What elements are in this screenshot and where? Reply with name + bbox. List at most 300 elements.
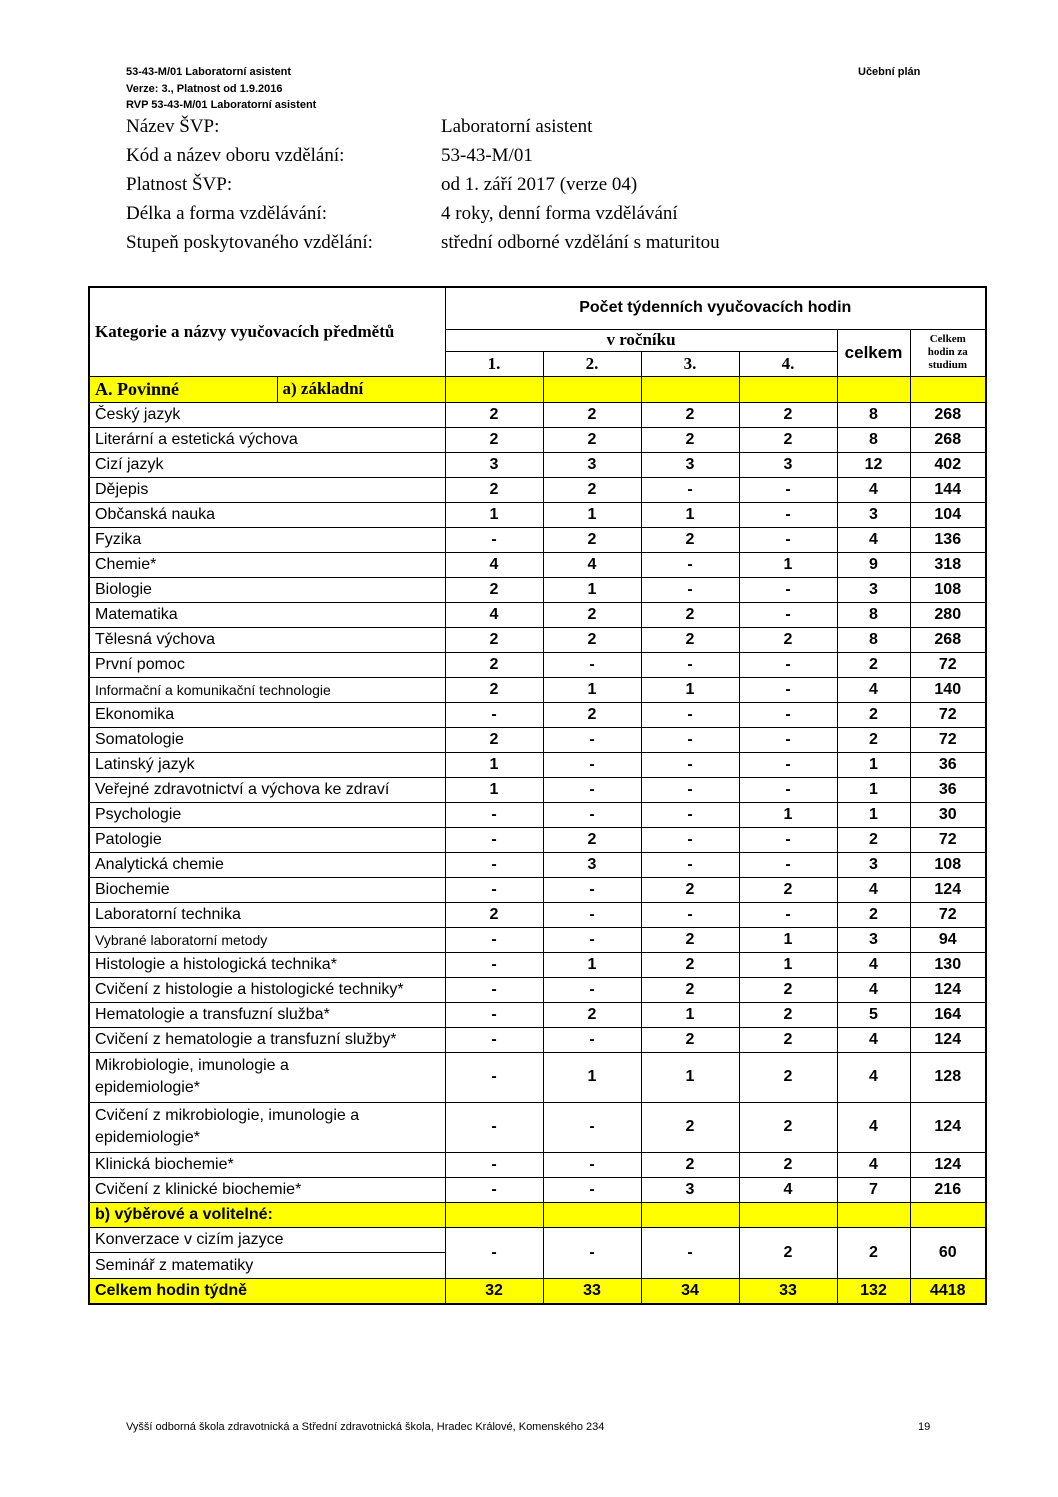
hours-year-3: 2 <box>641 952 739 977</box>
hours-year-4: 2 <box>739 1227 837 1278</box>
hours-study-total: 124 <box>910 1102 986 1152</box>
hours-year-2: 2 <box>543 402 641 427</box>
table-row <box>89 1152 986 1177</box>
subject-name: Fyzika <box>89 527 445 552</box>
total-label: Celkem hodin týdně <box>89 1278 445 1304</box>
subject-name: Chemie* <box>89 552 445 577</box>
hours-year-3: - <box>641 1227 739 1278</box>
hours-year-1: 32 <box>445 1278 543 1304</box>
hours-year-3: - <box>641 802 739 827</box>
subject-name: Literární a estetická výchova <box>89 427 445 452</box>
hours-study-total: 124 <box>910 977 986 1002</box>
year-4-header: 4. <box>739 351 837 376</box>
info-key: Kód a název oboru vzdělání: <box>126 145 345 166</box>
hours-year-4: - <box>739 727 837 752</box>
hours-study-total: 144 <box>910 477 986 502</box>
hours-year-2: - <box>543 1227 641 1278</box>
subject-name <box>89 1102 445 1152</box>
hours-year-2: - <box>543 1027 641 1052</box>
year-header: v ročníku <box>445 329 837 351</box>
total-study-header: Celkem hodin za studium <box>910 329 986 376</box>
table-row <box>89 952 986 977</box>
subject-name: Somatologie <box>89 727 445 752</box>
table-row <box>89 702 986 727</box>
table-row <box>89 1002 986 1027</box>
empty-cell <box>543 376 641 402</box>
hours-year-1: - <box>445 802 543 827</box>
hours-year-3: - <box>641 752 739 777</box>
hours-year-1: 2 <box>445 902 543 927</box>
subject-name: Latinský jazyk <box>89 752 445 777</box>
hours-year-3: 2 <box>641 1027 739 1052</box>
hours-year-4: - <box>739 577 837 602</box>
hours-year-4: 2 <box>739 977 837 1002</box>
hours-study-total: 140 <box>910 677 986 702</box>
hours-year-4: 4 <box>739 1177 837 1202</box>
hours-study-total: 36 <box>910 752 986 777</box>
hours-year-1: 1 <box>445 752 543 777</box>
info-key: Platnost ŠVP: <box>126 174 233 195</box>
hours-year-2: 3 <box>543 452 641 477</box>
empty-cell <box>641 376 739 402</box>
hours-total: 3 <box>837 927 910 952</box>
hours-year-1: - <box>445 827 543 852</box>
subject-name: Ekonomika <box>89 702 445 727</box>
table-row <box>89 602 986 627</box>
hours-year-2: 2 <box>543 702 641 727</box>
hours-year-3: - <box>641 577 739 602</box>
hours-year-1: 1 <box>445 777 543 802</box>
table-row <box>89 852 986 877</box>
hours-study-total: 104 <box>910 502 986 527</box>
hours-study-total: 108 <box>910 577 986 602</box>
hours-study-total: 318 <box>910 552 986 577</box>
hours-year-1: 2 <box>445 652 543 677</box>
hours-year-3: 3 <box>641 452 739 477</box>
subject-name-line: epidemiologie* <box>95 1129 200 1146</box>
table-row <box>89 627 986 652</box>
empty-cell <box>543 1202 641 1227</box>
hours-year-4: 1 <box>739 952 837 977</box>
page-number: 19 <box>918 1421 931 1433</box>
hours-year-4: - <box>739 852 837 877</box>
hours-year-2: 1 <box>543 502 641 527</box>
hours-total: 1 <box>837 752 910 777</box>
subject-name: Analytická chemie <box>89 852 445 877</box>
hours-year-1: 2 <box>445 402 543 427</box>
elective-row <box>89 1227 986 1278</box>
subject-name: Dějepis <box>89 477 445 502</box>
hours-year-2: 1 <box>543 952 641 977</box>
table-row <box>89 752 986 777</box>
section-b-label: b) výběrové a volitelné: <box>89 1202 445 1227</box>
hours-year-2: - <box>543 1152 641 1177</box>
hours-study-total: 72 <box>910 702 986 727</box>
hours-year-4: 2 <box>739 1152 837 1177</box>
hours-study-total: 124 <box>910 1152 986 1177</box>
hours-year-4: - <box>739 677 837 702</box>
hours-total: 2 <box>837 652 910 677</box>
section-a-label: A. Povinné <box>89 376 277 402</box>
hours-year-3: 1 <box>641 502 739 527</box>
table-row <box>89 502 986 527</box>
info-value: Laboratorní asistent <box>441 116 593 137</box>
hours-year-3: 2 <box>641 1102 739 1152</box>
hours-year-2: 2 <box>543 827 641 852</box>
table-row <box>89 727 986 752</box>
subject-name: Informační a komunikační technologie <box>89 677 445 702</box>
hours-year-4: 1 <box>739 927 837 952</box>
hours-total: 3 <box>837 577 910 602</box>
hours-year-1: - <box>445 927 543 952</box>
hours-year-2: - <box>543 977 641 1002</box>
hours-year-4: - <box>739 477 837 502</box>
hours-total: 132 <box>837 1278 910 1304</box>
hours-year-3: 2 <box>641 602 739 627</box>
hours-year-2: 33 <box>543 1278 641 1304</box>
hours-total: 8 <box>837 402 910 427</box>
subject-name: Veřejné zdravotnictví a výchova ke zdraví <box>89 777 445 802</box>
hours-year-3: 1 <box>641 1052 739 1102</box>
year-2-header: 2. <box>543 351 641 376</box>
hours-study-total: 268 <box>910 627 986 652</box>
hours-study-total: 94 <box>910 927 986 952</box>
hours-study-total: 124 <box>910 1027 986 1052</box>
empty-cell <box>910 376 986 402</box>
hours-total: 4 <box>837 1052 910 1102</box>
hours-study-total: 268 <box>910 402 986 427</box>
subject-name: Laboratorní technika <box>89 902 445 927</box>
hours-year-2: - <box>543 777 641 802</box>
hours-study-total: 164 <box>910 1002 986 1027</box>
info-value: střední odborné vzdělání s maturitou <box>441 232 720 253</box>
hours-year-2: - <box>543 1102 641 1152</box>
total-row <box>89 1278 986 1304</box>
hours-year-1: 4 <box>445 552 543 577</box>
hours-year-3: 2 <box>641 627 739 652</box>
subject-name: Český jazyk <box>89 402 445 427</box>
total-header: celkem <box>837 329 910 376</box>
table-row <box>89 877 986 902</box>
hours-study-total: 30 <box>910 802 986 827</box>
hours-year-3: - <box>641 652 739 677</box>
info-value: 53-43-M/01 <box>441 145 533 166</box>
hours-year-4: 33 <box>739 1278 837 1304</box>
hours-year-1: - <box>445 1027 543 1052</box>
table-row <box>89 802 986 827</box>
hours-year-4: 2 <box>739 627 837 652</box>
hours-total: 2 <box>837 827 910 852</box>
hours-year-3: - <box>641 702 739 727</box>
hours-year-3: - <box>641 727 739 752</box>
hours-study-total: 130 <box>910 952 986 977</box>
hours-year-3: 2 <box>641 977 739 1002</box>
info-key: Název ŠVP: <box>126 116 220 137</box>
hours-year-4: - <box>739 827 837 852</box>
hours-year-1: - <box>445 1227 543 1278</box>
table-row <box>89 1177 986 1202</box>
hours-year-4: - <box>739 752 837 777</box>
category-header: Kategorie a názvy vyučovacích předmětů <box>89 287 445 376</box>
table-row <box>89 902 986 927</box>
hours-year-3: 2 <box>641 1152 739 1177</box>
subject-name: Hematologie a transfuzní služba* <box>89 1002 445 1027</box>
hours-year-1: - <box>445 702 543 727</box>
subject-name: Vybrané laboratorní metody <box>89 927 445 952</box>
hours-year-3: - <box>641 852 739 877</box>
table-row <box>89 927 986 952</box>
hours-total: 4 <box>837 1152 910 1177</box>
hours-year-3: 2 <box>641 427 739 452</box>
hours-year-2: 2 <box>543 1002 641 1027</box>
hours-study-total: 36 <box>910 777 986 802</box>
elective-subject-name: Seminář z matematiky <box>95 1256 254 1274</box>
hours-year-3: - <box>641 777 739 802</box>
subject-name: Cvičení z hematologie a transfuzní služby* <box>89 1027 445 1052</box>
hours-study-total: 72 <box>910 902 986 927</box>
hours-study-total: 216 <box>910 1177 986 1202</box>
hours-year-4: 2 <box>739 402 837 427</box>
header-right: Učební plán <box>858 66 921 78</box>
hours-year-1: - <box>445 1152 543 1177</box>
empty-cell <box>641 1202 739 1227</box>
table-row <box>89 827 986 852</box>
hours-year-1: - <box>445 1102 543 1152</box>
empty-cell <box>739 1202 837 1227</box>
hours-year-3: 1 <box>641 677 739 702</box>
table-row <box>89 477 986 502</box>
hours-year-1: - <box>445 1177 543 1202</box>
table-row <box>89 527 986 552</box>
hours-total: 3 <box>837 502 910 527</box>
subject-name: Tělesná výchova <box>89 627 445 652</box>
hours-year-1: - <box>445 852 543 877</box>
hours-year-2: - <box>543 877 641 902</box>
subject-name-line: epidemiologie* <box>95 1079 200 1096</box>
hours-total: 2 <box>837 702 910 727</box>
hours-year-4: 2 <box>739 1052 837 1102</box>
year-3-header: 3. <box>641 351 739 376</box>
hours-total: 2 <box>837 727 910 752</box>
subject-name: Psychologie <box>89 802 445 827</box>
subject-name: Patologie <box>89 827 445 852</box>
hours-year-3: - <box>641 827 739 852</box>
hours-year-4: 3 <box>739 452 837 477</box>
hours-year-2: 2 <box>543 627 641 652</box>
hours-study-total: 4418 <box>910 1278 986 1304</box>
hours-total: 3 <box>837 852 910 877</box>
hours-total: 4 <box>837 677 910 702</box>
header-line-1: 53-43-M/01 Laboratorní asistent <box>126 66 292 78</box>
table-row <box>89 577 986 602</box>
elective-subject-name: Konverzace v cizím jazyce <box>90 1228 445 1253</box>
hours-study-total: 128 <box>910 1052 986 1102</box>
hours-total: 4 <box>837 527 910 552</box>
hours-year-3: 2 <box>641 402 739 427</box>
hours-year-1: 2 <box>445 477 543 502</box>
table-row <box>89 427 986 452</box>
empty-cell <box>445 376 543 402</box>
empty-cell <box>445 1202 543 1227</box>
hours-total: 12 <box>837 452 910 477</box>
hours-year-2: 2 <box>543 427 641 452</box>
table-row <box>89 1052 986 1102</box>
info-value: 4 roky, denní forma vzdělávání <box>441 203 678 224</box>
section-b-row <box>89 1202 986 1227</box>
hours-year-3: 2 <box>641 877 739 902</box>
header-row <box>89 287 986 329</box>
empty-cell <box>837 1202 910 1227</box>
hours-year-2: - <box>543 902 641 927</box>
hours-total: 5 <box>837 1002 910 1027</box>
table-row <box>89 452 986 477</box>
hours-total: 8 <box>837 602 910 627</box>
hours-year-1: 4 <box>445 602 543 627</box>
hours-total: 8 <box>837 427 910 452</box>
info-key: Délka a forma vzdělávání: <box>126 203 327 224</box>
subject-name: Histologie a histologická technika* <box>89 952 445 977</box>
empty-cell <box>739 376 837 402</box>
hours-year-1: - <box>445 1052 543 1102</box>
hours-year-2: 2 <box>543 527 641 552</box>
hours-total: 4 <box>837 1027 910 1052</box>
subject-name: Cizí jazyk <box>89 452 445 477</box>
hours-year-1: 2 <box>445 677 543 702</box>
hours-year-1: - <box>445 952 543 977</box>
table-row <box>89 402 986 427</box>
hours-year-4: - <box>739 602 837 627</box>
hours-year-4: - <box>739 502 837 527</box>
subject-name: Cvičení z histologie a histologické techniky* <box>89 977 445 1002</box>
hours-year-4: - <box>739 652 837 677</box>
hours-year-4: 2 <box>739 877 837 902</box>
hours-year-3: - <box>641 477 739 502</box>
hours-study-total: 72 <box>910 652 986 677</box>
table-row <box>89 652 986 677</box>
section-a-row <box>89 376 986 402</box>
hours-year-2: 4 <box>543 552 641 577</box>
hours-year-2: - <box>543 1177 641 1202</box>
subject-name-line: Mikrobiologie, imunologie a <box>95 1057 289 1074</box>
empty-cell <box>837 376 910 402</box>
subject-name <box>89 1052 445 1102</box>
subject-name: Klinická biochemie* <box>89 1152 445 1177</box>
hours-total: 4 <box>837 977 910 1002</box>
hours-year-1: 2 <box>445 727 543 752</box>
header-line-2: Verze: 3., Platnost od 1.9.2016 <box>126 83 283 95</box>
hours-total: 4 <box>837 477 910 502</box>
hours-year-3: - <box>641 902 739 927</box>
hours-year-4: 2 <box>739 1102 837 1152</box>
table-row <box>89 1027 986 1052</box>
hours-year-2: 2 <box>543 477 641 502</box>
hours-year-2: 3 <box>543 852 641 877</box>
hours-study-total: 280 <box>910 602 986 627</box>
subject-name: Cvičení z klinické biochemie* <box>89 1177 445 1202</box>
table-row <box>89 552 986 577</box>
hours-year-1: 1 <box>445 502 543 527</box>
hours-year-2: 1 <box>543 1052 641 1102</box>
weekly-hours-header: Počet týdenních vyučovacích hodin <box>445 287 986 329</box>
subject-name: První pomoc <box>89 652 445 677</box>
hours-total: 2 <box>837 902 910 927</box>
hours-total: 1 <box>837 802 910 827</box>
empty-cell <box>910 1202 986 1227</box>
hours-year-1: 3 <box>445 452 543 477</box>
hours-year-1: 2 <box>445 427 543 452</box>
hours-year-4: 2 <box>739 427 837 452</box>
hours-year-3: - <box>641 552 739 577</box>
hours-year-3: 3 <box>641 1177 739 1202</box>
subject-name: Biochemie <box>89 877 445 902</box>
hours-study-total: 124 <box>910 877 986 902</box>
hours-year-1: 2 <box>445 577 543 602</box>
hours-year-4: 1 <box>739 802 837 827</box>
table-row <box>89 677 986 702</box>
hours-year-2: - <box>543 752 641 777</box>
hours-year-1: 2 <box>445 627 543 652</box>
hours-year-3: 34 <box>641 1278 739 1304</box>
hours-year-1: - <box>445 877 543 902</box>
hours-year-3: 2 <box>641 527 739 552</box>
table-row <box>89 1102 986 1152</box>
hours-study-total: 402 <box>910 452 986 477</box>
hours-year-1: - <box>445 977 543 1002</box>
header-line-3: RVP 53-43-M/01 Laboratorní asistent <box>126 99 317 111</box>
table-row <box>89 777 986 802</box>
hours-year-4: - <box>739 777 837 802</box>
hours-year-2: - <box>543 802 641 827</box>
hours-year-4: 2 <box>739 1002 837 1027</box>
subject-name-line: Cvičení z mikrobiologie, imunologie a <box>95 1107 360 1124</box>
hours-year-2: 1 <box>543 577 641 602</box>
subject-name: Matematika <box>89 602 445 627</box>
hours-year-2: - <box>543 727 641 752</box>
hours-year-4: - <box>739 902 837 927</box>
hours-total: 9 <box>837 552 910 577</box>
hours-year-2: - <box>543 927 641 952</box>
hours-year-4: 1 <box>739 552 837 577</box>
info-value: od 1. září 2017 (verze 04) <box>441 174 638 195</box>
hours-study-total: 72 <box>910 827 986 852</box>
info-key: Stupeň poskytovaného vzdělání: <box>126 232 373 253</box>
hours-total: 8 <box>837 627 910 652</box>
subject-name: Občanská nauka <box>89 502 445 527</box>
hours-total: 2 <box>837 1227 910 1278</box>
hours-year-4: 2 <box>739 1027 837 1052</box>
hours-total: 1 <box>837 777 910 802</box>
subject-name: Biologie <box>89 577 445 602</box>
hours-year-4: - <box>739 702 837 727</box>
hours-year-2: 1 <box>543 677 641 702</box>
footer-text: Vyšší odborná škola zdravotnická a Střední zdravotnická škola, Hradec Králové, Komenského 234 <box>126 1421 605 1433</box>
hours-year-3: 1 <box>641 1002 739 1027</box>
hours-total: 4 <box>837 952 910 977</box>
hours-year-3: 2 <box>641 927 739 952</box>
hours-total: 4 <box>837 877 910 902</box>
hours-total: 7 <box>837 1177 910 1202</box>
hours-year-2: 2 <box>543 602 641 627</box>
hours-year-4: - <box>739 527 837 552</box>
hours-year-1: - <box>445 1002 543 1027</box>
section-a-sublabel: a) základní <box>277 376 445 402</box>
hours-study-total: 72 <box>910 727 986 752</box>
hours-study-total: 108 <box>910 852 986 877</box>
hours-total: 4 <box>837 1102 910 1152</box>
hours-study-total: 60 <box>910 1227 986 1278</box>
hours-year-2: - <box>543 652 641 677</box>
curriculum-table <box>88 286 987 1305</box>
